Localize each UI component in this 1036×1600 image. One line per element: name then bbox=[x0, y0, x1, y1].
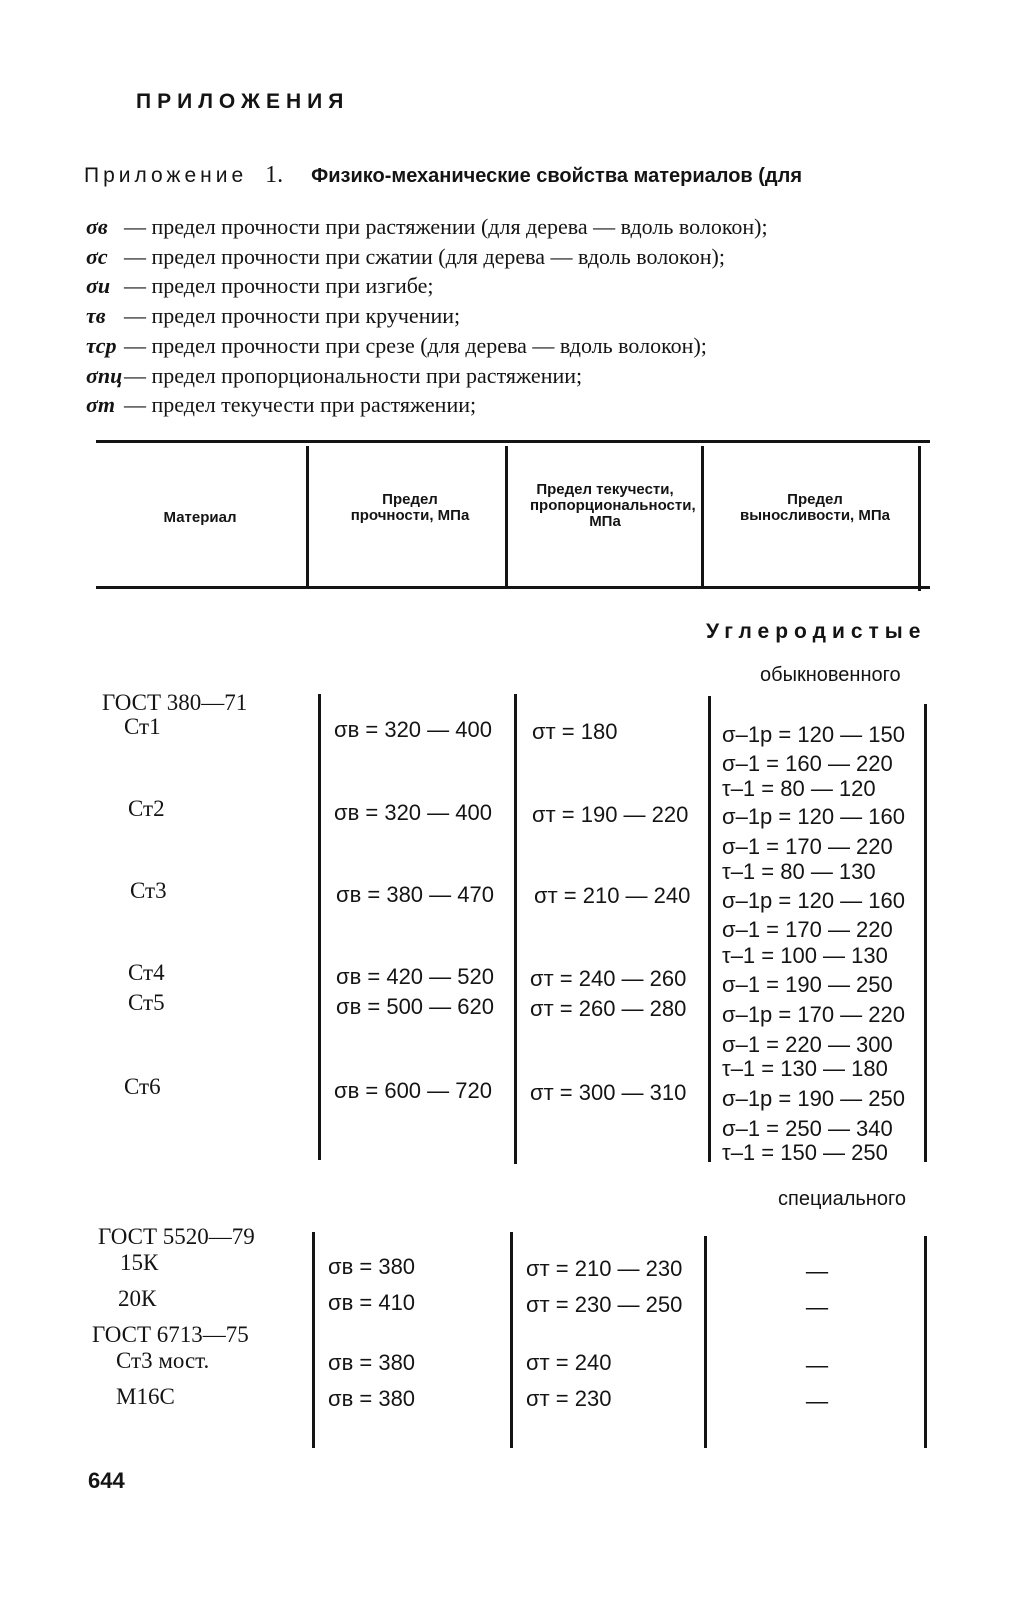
appendix-label: Приложение bbox=[84, 164, 248, 187]
material-name: 15К bbox=[120, 1250, 159, 1275]
definition-row bbox=[86, 361, 768, 391]
appendix-caption bbox=[84, 162, 802, 189]
page-heading: ПРИЛОЖЕНИЯ bbox=[136, 90, 350, 113]
standard-label: ГОСТ 380—71 bbox=[102, 690, 248, 715]
definition-text: — предел текучести при растяжении; bbox=[124, 392, 477, 418]
material-name: Ст3 bbox=[130, 878, 167, 903]
material-name: Ст1 bbox=[124, 714, 161, 739]
definition-row bbox=[86, 301, 768, 331]
strength-value: σв = 410 bbox=[328, 1290, 416, 1315]
endurance-value: σ–1 = 170 — 220 bbox=[722, 917, 893, 942]
strength-value: σв = 380 bbox=[328, 1386, 416, 1411]
yield-value: σт = 210 — 230 bbox=[526, 1256, 683, 1281]
table-header-rule bbox=[96, 586, 930, 589]
definition-row bbox=[86, 390, 768, 420]
strength-value: σв = 600 — 720 bbox=[334, 1078, 492, 1103]
endurance-value: τ–1 = 100 — 130 bbox=[722, 943, 888, 968]
definition-symbol: τср bbox=[86, 332, 117, 358]
definition-text: — предел прочности при сжатии (для дерева — вдоль волокон); bbox=[124, 243, 725, 269]
definition-symbol: σс bbox=[86, 243, 108, 269]
endurance-value: τ–1 = 150 — 250 bbox=[722, 1140, 888, 1165]
definition-row bbox=[86, 331, 768, 361]
material-name: Ст5 bbox=[128, 990, 165, 1015]
strength-value: σв = 500 — 620 bbox=[336, 994, 494, 1019]
endurance-dash: — bbox=[806, 1352, 828, 1377]
endurance-value: σ–1p = 170 — 220 bbox=[722, 1002, 905, 1027]
endurance-dash: — bbox=[806, 1294, 828, 1319]
material-name: Ст6 bbox=[124, 1074, 161, 1099]
endurance-value: τ–1 = 80 — 130 bbox=[722, 859, 876, 884]
section-title-carbon: Углеродистые bbox=[706, 620, 927, 643]
endurance-value: σ–1p = 120 — 150 bbox=[722, 722, 905, 747]
column-header-strength: Предел прочности, МПа bbox=[350, 491, 470, 524]
standard-label: ГОСТ 5520—79 bbox=[98, 1224, 255, 1249]
column-divider bbox=[510, 1232, 513, 1448]
yield-value: σт = 240 bbox=[526, 1350, 612, 1375]
definition-text: — предел прочности при срезе (для дерева — вдоль волокон); bbox=[124, 332, 707, 358]
definition-text: — предел прочности при изгибе; bbox=[124, 273, 434, 299]
endurance-value: σ–1p = 120 — 160 bbox=[722, 804, 905, 829]
material-name: 20К bbox=[118, 1286, 157, 1311]
section-subtitle-ordinary: обыкновенного bbox=[760, 664, 901, 686]
endurance-value: σ–1 = 250 — 340 bbox=[722, 1116, 893, 1141]
definition-text: — предел прочности при кручении; bbox=[124, 303, 461, 329]
definition-symbol: σв bbox=[86, 214, 108, 239]
column-divider bbox=[704, 1236, 707, 1448]
yield-value: σт = 300 — 310 bbox=[530, 1080, 687, 1105]
column-divider bbox=[924, 1236, 927, 1448]
material-name: Ст3 мост. bbox=[116, 1348, 210, 1373]
endurance-value: σ–1p = 120 — 160 bbox=[722, 888, 905, 913]
endurance-value: σ–1 = 160 — 220 bbox=[722, 751, 893, 776]
endurance-value: σ–1p = 190 — 250 bbox=[722, 1086, 905, 1111]
header-divider bbox=[918, 446, 921, 591]
symbol-definitions bbox=[86, 212, 768, 420]
standard-label: ГОСТ 6713—75 bbox=[92, 1322, 249, 1347]
header-divider bbox=[701, 446, 704, 586]
endurance-value: τ–1 = 130 — 180 bbox=[722, 1056, 888, 1081]
column-divider bbox=[708, 696, 711, 1162]
column-divider bbox=[318, 694, 321, 1160]
page-number: 644 bbox=[88, 1468, 125, 1493]
column-divider bbox=[924, 704, 927, 1162]
appendix-number: 1. bbox=[265, 162, 284, 188]
definition-row bbox=[86, 242, 768, 272]
column-header-yield: Предел текучести, пропорциональности, МПа bbox=[530, 481, 696, 530]
endurance-dash: — bbox=[806, 1388, 828, 1413]
table-top-rule bbox=[96, 440, 930, 443]
header-divider bbox=[505, 446, 508, 586]
yield-value: σт = 240 — 260 bbox=[530, 966, 687, 991]
definition-symbol: σи bbox=[86, 273, 111, 299]
yield-value: σт = 210 — 240 bbox=[534, 883, 691, 908]
strength-value: σв = 380 — 470 bbox=[336, 882, 494, 907]
strength-value: σв = 320 — 400 bbox=[334, 800, 492, 825]
definition-row bbox=[86, 212, 768, 242]
yield-value: σт = 180 bbox=[532, 719, 618, 744]
material-name: Ст4 bbox=[128, 960, 165, 985]
appendix-title: Физико-механические свойства материалов (для bbox=[311, 165, 802, 187]
header-divider bbox=[306, 446, 309, 586]
yield-value: σт = 260 — 280 bbox=[530, 996, 687, 1021]
strength-value: σв = 420 — 520 bbox=[336, 964, 494, 989]
endurance-value: σ–1 = 220 — 300 bbox=[722, 1032, 893, 1057]
section-subtitle-special: специального bbox=[778, 1188, 906, 1210]
definition-text: — предел прочности при растяжении (для дерева — вдоль волокон); bbox=[124, 214, 768, 239]
material-name: М16С bbox=[116, 1384, 175, 1409]
material-name: Ст2 bbox=[128, 796, 165, 821]
strength-value: σв = 380 bbox=[328, 1350, 416, 1375]
strength-value: σв = 380 bbox=[328, 1254, 416, 1279]
endurance-dash: — bbox=[806, 1258, 828, 1283]
column-header-endurance: Предел выносливости, МПа bbox=[740, 491, 890, 524]
definition-row bbox=[86, 271, 768, 301]
strength-value: σв = 320 — 400 bbox=[334, 717, 492, 742]
endurance-value: σ–1 = 190 — 250 bbox=[722, 972, 893, 997]
yield-value: σт = 230 bbox=[526, 1386, 612, 1411]
endurance-value: σ–1 = 170 — 220 bbox=[722, 834, 893, 859]
yield-value: σт = 230 — 250 bbox=[526, 1292, 683, 1317]
definition-symbol: σпц bbox=[86, 362, 123, 388]
definition-symbol: τв bbox=[86, 303, 106, 329]
definition-symbol: σт bbox=[86, 392, 115, 418]
yield-value: σт = 190 — 220 bbox=[532, 802, 689, 827]
column-divider bbox=[312, 1232, 315, 1448]
column-header-material: Материал bbox=[163, 509, 237, 526]
column-divider bbox=[514, 694, 517, 1164]
endurance-value: τ–1 = 80 — 120 bbox=[722, 776, 876, 801]
definition-text: — предел пропорциональности при растяжении; bbox=[124, 362, 583, 388]
